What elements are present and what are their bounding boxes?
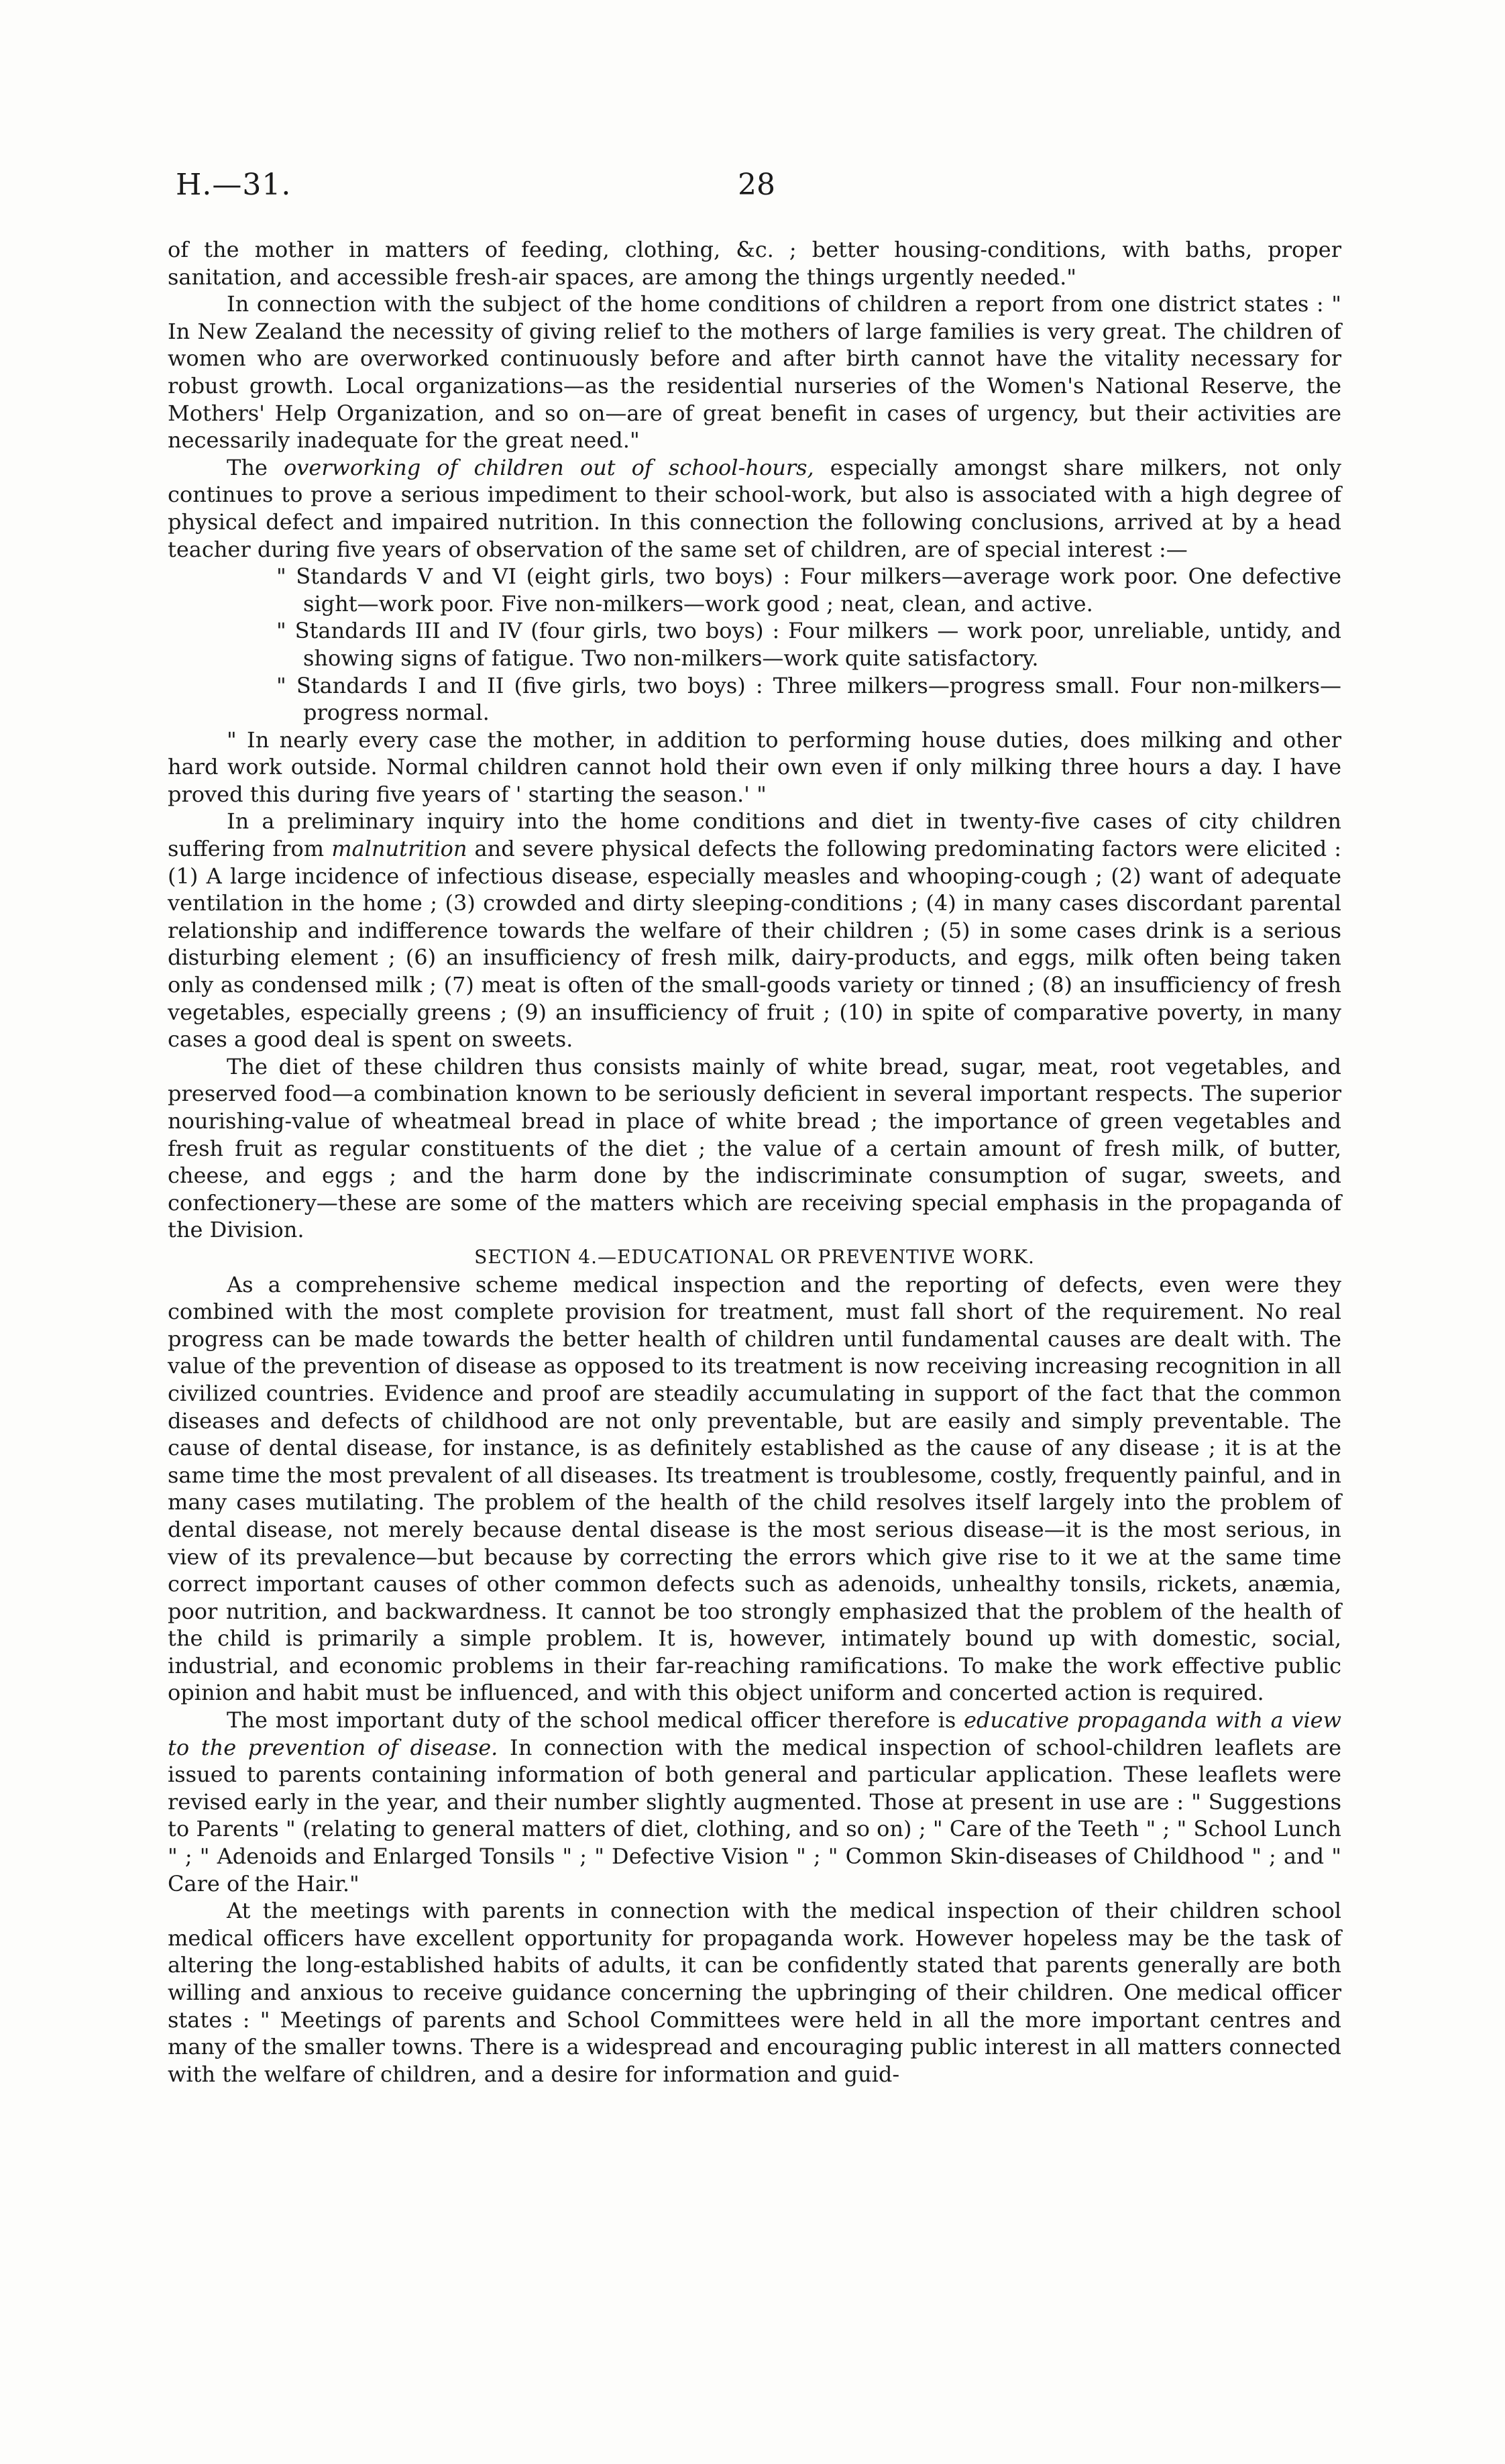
paragraph-text: especially amongst share milkers, not only continues to prove a serious impediment to their school-work, but also is associated with a high degree of physical defect and impaired nutrition. In this connection the following conclusions, arrived at by a head teacher during five years of observation of the same set of children, are of special interest :— <box>168 454 1341 562</box>
quote-standards-i-ii: " Standards I and II (five girls, two boys) : Three milkers—progress small. Four non-milkers—progress normal. <box>276 672 1341 726</box>
paragraph-text: and severe physical defects the following predominating factors were elicited : (1) A large incidence of infectious disease, especially measles and whooping-cough ; (2) want of adequate ventilation in the home ; (3) crowded and dirty sleeping-conditions ; (4) in many cases discordant parental relationship and indifference towards the welfare of their children ; (5) in some cases drink is a serious disturbing element ; (6) an insufficiency of fresh milk, dairy-products, and eggs, milk often being taken only as condensed milk ; (7) meat is often of the small-goods variety or tinned ; (8) an insufficiency of fresh vegetables, especially greens ; (9) an insufficiency of fruit ; (10) in spite of comparative poverty, in many cases a good deal is spent on sweets. <box>168 836 1342 1053</box>
emphasis-text: malnutrition <box>331 836 467 862</box>
paragraph-propaganda <box>168 1707 1341 1897</box>
paragraph-home-conditions <box>168 290 1341 454</box>
paragraph-diet: The diet of these children thus consists mainly of white bread, sugar, meat, root vegetables, and preserved food—a combination known to be seriously deficient in several important respects. The superior nourishing-value of wheatmeal bread in place of white bread ; the importance of green vegetables and fresh fruit as regular constituents of the diet ; the value of a certain amount of fresh milk, of butter, cheese, and eggs ; and the harm done by the indiscriminate consumption of sugar, sweets, and confectionery—these are some of the matters which are receiving special emphasis in the propaganda of the Division. <box>168 1053 1341 1243</box>
quote-standards-iii-iv: " Standards III and IV (four girls, two boys) : Four milkers — work poor, unreliable, untidy, and showing signs of fatigue. Two non-milkers—work quite satisfactory. <box>276 618 1341 671</box>
body-text <box>168 236 1341 2088</box>
section-heading: SECTION 4.—EDUCATIONAL OR PREVENTIVE WORK. <box>474 1245 1035 1268</box>
paragraph-text: The <box>227 454 268 480</box>
standards-quote-block <box>276 563 1341 727</box>
paragraph-text: In connection with the subject of the home conditions of children a report from one district states : " In New Zealand the necessity of giving relief to the mothers of large families is very great. The children of women who are overworked continuously before and after birth cannot have the vitality necessary for robust growth. Local organizations—as the residential nurseries of the Women's National Reserve, the Mothers' Help Organization, and so on—are of great benefit in cases of urgency, but their activities are necessarily inadequate for the great need." <box>168 291 1341 453</box>
paragraph-text: The most important duty of the school medical officer therefore is <box>227 1707 956 1733</box>
page-number: 28 <box>738 168 775 202</box>
quote-standards-v-vi: " Standards V and VI (eight girls, two boys) : Four milkers—average work poor. One defective sight—work poor. Five non-milkers—work good ; neat, clean, and active. <box>276 564 1341 617</box>
paragraph-preventive-work: As a comprehensive scheme medical inspection and the reporting of defects, even were they combined with the most complete provision for treatment, must fall short of the requirement. No real progress can be made towards the better health of children until fundamental causes are dealt with. The value of the prevention of disease as opposed to its treatment is now receiving increasing recognition in all civilized countries. Evidence and proof are steadily accumulating in support of the fact that the common diseases and defects of childhood are not only preventable, but are easily and simply preventable. The cause of dental disease, for instance, is as definitely established as the cause of any disease ; it is at the same time the most prevalent of all diseases. Its treatment is troublesome, costly, frequently painful, and in many cases mutilating. The problem of the health of the child resolves itself largely into the problem of dental disease, not merely because dental disease is the most serious disease—it is the most serious, in view of its prevalence—but because by correcting the errors which give rise to it we at the same time correct important causes of other common defects such as adenoids, unhealthy tonsils, rickets, anæmia, poor nutrition, and backwardness. It cannot be too strongly emphasized that the problem of the health of the child is primarily a simple problem. It is, however, intimately bound up with domestic, social, industrial, and economic problems in their far-reaching ramifications. To make the work effective public opinion and habit must be influenced, and with this object uniform and concerted action is required. <box>168 1271 1341 1706</box>
paragraph-text: In a preliminary inquiry into the home conditions and diet in twenty-five cases of city children suffering from <box>168 808 1341 862</box>
paragraph-malnutrition <box>168 808 1341 1053</box>
emphasis-text: educative propaganda with a view to the prevention of disease. <box>168 1707 1342 1760</box>
paragraph-overworking <box>168 454 1341 563</box>
paragraph-mother-duties: " In nearly every case the mother, in addition to performing house duties, does milking and other hard work outside. Normal children cannot hold their own even if only milking three hours a day. I have proved this during five years of ' starting the season.' " <box>168 727 1341 807</box>
document-reference: H.—31. <box>176 168 292 202</box>
paragraph-text: In connection with the medical inspection of school-children leaflets are issued to parents containing information of both general and particular application. These leaflets were revised early in the year, and their number slightly augmented. Those at present in use are : " Suggestions to Parents " (relating to general matters of diet, clothing, and so on) ; " Care of the Teeth " ; " School Lunch " ; " Adenoids and Enlarged Tonsils " ; " Defective Vision " ; " Common Skin-diseases of Childhood " ; and " Care of the Hair." <box>168 1734 1342 1896</box>
paragraph-continuation: of the mother in matters of feeding, clothing, &c. ; better housing-conditions, with baths, proper sanitation, and accessible fresh-air spaces, are among the things urgently needed." <box>168 237 1341 290</box>
paragraph-meetings: At the meetings with parents in connection with the medical inspection of their children school medical officers have excellent opportunity for propaganda work. However hopeless may be the task of altering the long-established habits of adults, it can be confidently stated that parents generally are both willing and anxious to receive guidance concerning the upbringing of their children. One medical officer states : " Meetings of parents and School Committees were held in all the more important centres and many of the smaller towns. There is a widespread and encouraging public interest in all matters connected with the welfare of children, and a desire for information and guid- <box>168 1898 1341 2087</box>
emphasis-text: overworking of children out of school-hours, <box>283 454 814 480</box>
